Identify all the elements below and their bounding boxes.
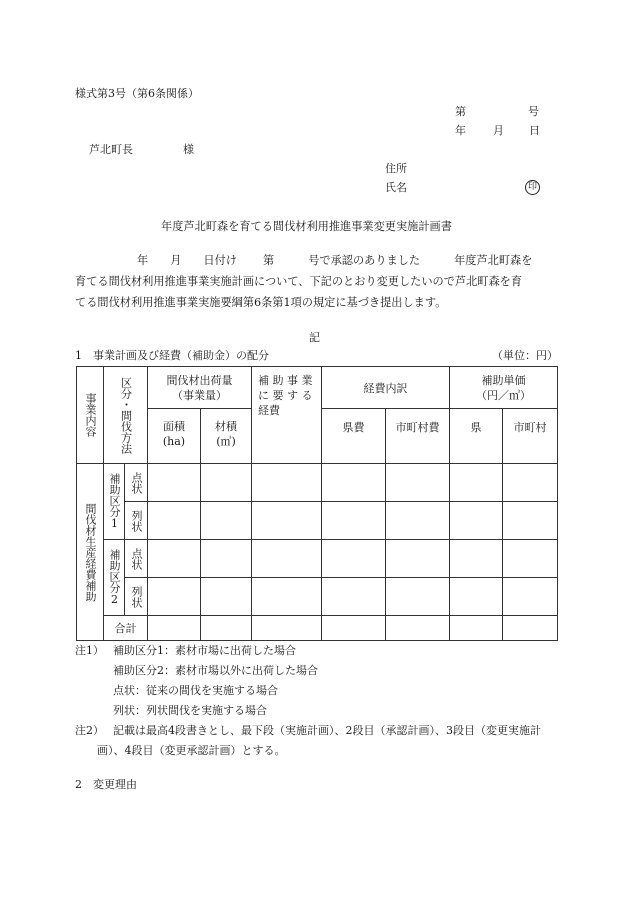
header-menseki: 面積 (ha) bbox=[148, 409, 201, 464]
header-shukka: 間伐材出荷量 （事業量） bbox=[148, 367, 252, 409]
form-id: 様式第3号（第6条関係） bbox=[75, 87, 199, 100]
body-fiscal-year: 年度芦北町森を bbox=[454, 254, 533, 267]
date-day: 日 bbox=[529, 124, 540, 137]
row-group-label: 間伐材生産経費補助 bbox=[77, 464, 104, 641]
header-kenhi: 県費 bbox=[322, 409, 386, 464]
body-line-2: 育てる間伐材利用推進事業実施計画について、下記のとおり変更したいので芦北町森を育 bbox=[75, 275, 523, 288]
note-1-text: 補助区分1：素材市場に出荷した場合 bbox=[113, 644, 296, 657]
note-2-text: 記載は最高4段書きとし、最下段（実施計画）、2段目（承認計画）、3段目（変更実施計 bbox=[113, 724, 541, 737]
note-2-text-2: 画）、4段目（変更承認計画）とする。 bbox=[97, 744, 286, 757]
addressee-honorific: 様 bbox=[183, 143, 194, 156]
date-month: 月 bbox=[493, 124, 504, 137]
header-jigyo-naiyo: 事業内容 bbox=[77, 367, 104, 464]
header-kubun-top: 区分 bbox=[119, 376, 133, 399]
header-ken: 県 bbox=[450, 409, 503, 464]
body-line-3: てる間伐材利用推進事業実施要綱第6条第1項の規定に基づき提出します。 bbox=[75, 296, 447, 309]
retsujo-label: 列状 bbox=[125, 502, 148, 540]
ki-heading: 記 bbox=[309, 331, 320, 344]
note-1-text-2: 補助区分2：素材市場以外に出荷した場合 bbox=[113, 664, 318, 677]
name-label: 氏名 bbox=[385, 181, 407, 194]
document-title: 年度芦北町森を育てる間伐材利用推進事業変更実施計画書 bbox=[161, 220, 452, 233]
section2-title: 2 変更理由 bbox=[75, 778, 137, 791]
section1-title: 1 事業計画及び経費（補助金）の配分 bbox=[75, 349, 269, 362]
table-row bbox=[77, 464, 558, 502]
header-keihi: 経費内訳 bbox=[322, 367, 450, 409]
table-row bbox=[77, 502, 558, 540]
header-shichoson: 市町村費 bbox=[386, 409, 450, 464]
note-2-label: 注2） bbox=[75, 724, 104, 737]
kubun2-label: 補助区分2 bbox=[104, 540, 125, 616]
unit-label: （単位：円） bbox=[492, 349, 558, 362]
tenjo-label: 点状 bbox=[125, 464, 148, 502]
body-dated: 日付け bbox=[203, 254, 237, 267]
addressee-title: 芦北町長 bbox=[89, 143, 133, 156]
header-zaiseki: 材積 (㎥) bbox=[201, 409, 252, 464]
kubun1-label: 補助区分1 bbox=[104, 464, 125, 540]
seal-mark: 印 bbox=[525, 180, 540, 195]
table-row bbox=[77, 540, 558, 578]
note-1-text-4: 列状：列状間伐を実施する場合 bbox=[113, 704, 267, 717]
body-number-prefix: 第 bbox=[262, 254, 275, 267]
retsujo-label: 列状 bbox=[125, 578, 148, 616]
body-line-1 bbox=[75, 250, 555, 271]
body-month: 月 bbox=[170, 254, 182, 267]
budget-table bbox=[76, 366, 558, 641]
body-paragraph bbox=[75, 250, 555, 313]
number-suffix: 号 bbox=[528, 105, 539, 118]
header-hojo-jigyo: 補 助 事 業 に 要 す る 経費 bbox=[252, 367, 322, 464]
header-kubun bbox=[104, 367, 148, 464]
body-approved: 号で承認のありました bbox=[308, 254, 421, 267]
address-label: 住所 bbox=[385, 162, 407, 175]
total-label: 合計 bbox=[104, 616, 148, 641]
note-1-text-3: 点状：従来の間伐を実施する場合 bbox=[113, 684, 278, 697]
number-prefix: 第 bbox=[455, 105, 466, 118]
header-kubun-bottom: 間伐方法 bbox=[119, 409, 133, 454]
tenjo-label: 点状 bbox=[125, 540, 148, 578]
body-year: 年 bbox=[137, 254, 149, 267]
header-kubun-dot: ・ bbox=[119, 398, 133, 410]
header-tanka: 補助単価 （円／㎥） bbox=[450, 367, 558, 409]
note-1-label: 注1） bbox=[75, 644, 104, 657]
table-row bbox=[77, 578, 558, 616]
table-row bbox=[77, 616, 558, 641]
header-shicho: 市町村 bbox=[503, 409, 558, 464]
date-year: 年 bbox=[455, 124, 466, 137]
